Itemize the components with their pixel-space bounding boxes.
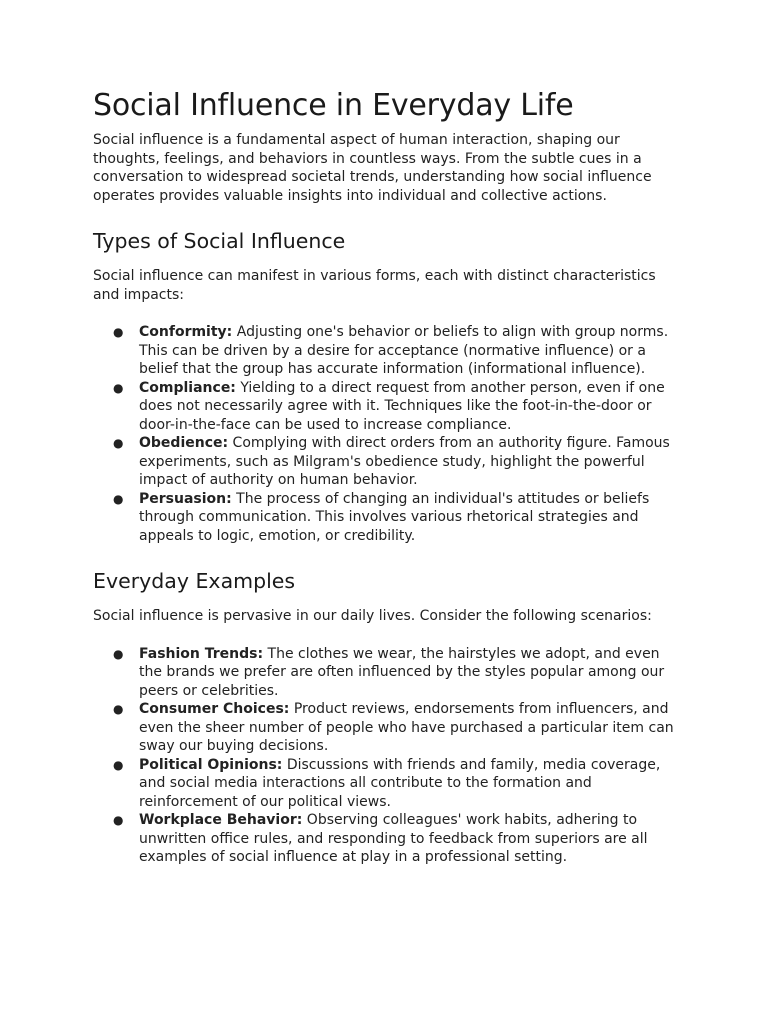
document-title: Social Influence in Everyday Life xyxy=(93,88,574,123)
section-intro-types: Social influence can manifest in various forms, each with distinct characteristics and impacts: xyxy=(93,268,656,303)
item-text: The clothes we wear, the hairstyles we adopt, and even the brands we prefer are often influenced by the styles popular among our peers or celebrities. xyxy=(139,645,665,699)
item-term: Persuasion: xyxy=(139,490,232,507)
section-heading-types: Types of Social Influence xyxy=(93,229,346,253)
item-term: Compliance: xyxy=(139,379,236,396)
list-item-conformity xyxy=(93,323,678,379)
item-term: Political Opinions: xyxy=(139,756,283,773)
list-item-workplace-behavior xyxy=(93,811,678,867)
item-text: Adjusting one's behavior or beliefs to align with group norms. This can be driven by a desire for acceptance (normative influence) or a belief that the group has accurate information (informational influence). xyxy=(139,324,669,377)
list-item-persuasion xyxy=(93,490,678,546)
item-term: Consumer Choices: xyxy=(139,701,290,717)
section-intro-examples: Social influence is pervasive in our daily lives. Consider the following scenarios: xyxy=(93,608,652,624)
bullet-icon: ● xyxy=(113,757,124,772)
item-term: Obedience: xyxy=(139,435,229,451)
list-item-political-opinions xyxy=(93,756,678,812)
bullet-icon: ● xyxy=(113,702,124,716)
section-heading-examples: Everyday Examples xyxy=(93,569,296,593)
bullet-icon: ● xyxy=(113,325,124,339)
item-text: Yielding to a direct request from another person, even if one does not necessarily agree with it. Techniques like the foot-in-the-door or door-in-the-face can be used to increase compliance. xyxy=(139,379,665,433)
item-text: Complying with direct orders from an authority figure. Famous experiments, such as Milgram's obedience study, highlight the powerful impact of authority on human behavior. xyxy=(139,435,670,488)
item-term: Conformity: xyxy=(139,324,233,340)
list-item-compliance xyxy=(93,379,678,435)
item-text: Product reviews, endorsements from influencers, and even the sheer number of people who have purchased a particular item can sway our buying decisions. xyxy=(139,701,674,754)
types-list xyxy=(93,323,678,545)
item-text: Discussions with friends and family, media coverage, and social media interactions all contribute to the formation and reinforcement of our political views. xyxy=(139,756,661,810)
bullet-icon: ● xyxy=(113,646,124,661)
examples-list xyxy=(93,645,678,867)
bullet-icon: ● xyxy=(113,491,124,506)
intro-paragraph: Social influence is a fundamental aspect of human interaction, shaping our thoughts, feelings, and behaviors in countless ways. From the subtle cues in a conversation to widespread societal trends, understanding how social influence operates provides valuable insights into individual and collective actions. xyxy=(93,132,652,204)
list-item-fashion-trends xyxy=(93,645,678,701)
bullet-icon: ● xyxy=(113,813,124,827)
item-text: The process of changing an individual's attitudes or beliefs through communication. This involves various rhetorical strategies and appeals to logic, emotion, or credibility. xyxy=(139,490,650,544)
item-text: Observing colleagues' work habits, adhering to unwritten office rules, and responding to feedback from superiors are all examples of social influence at play in a professional setting. xyxy=(139,812,648,865)
list-item-obedience xyxy=(93,434,678,490)
bullet-icon: ● xyxy=(113,380,124,395)
item-term: Fashion Trends: xyxy=(139,645,264,662)
bullet-icon: ● xyxy=(113,436,124,450)
list-item-consumer-choices xyxy=(93,700,678,756)
document-page xyxy=(93,84,678,867)
item-term: Workplace Behavior: xyxy=(139,812,303,828)
